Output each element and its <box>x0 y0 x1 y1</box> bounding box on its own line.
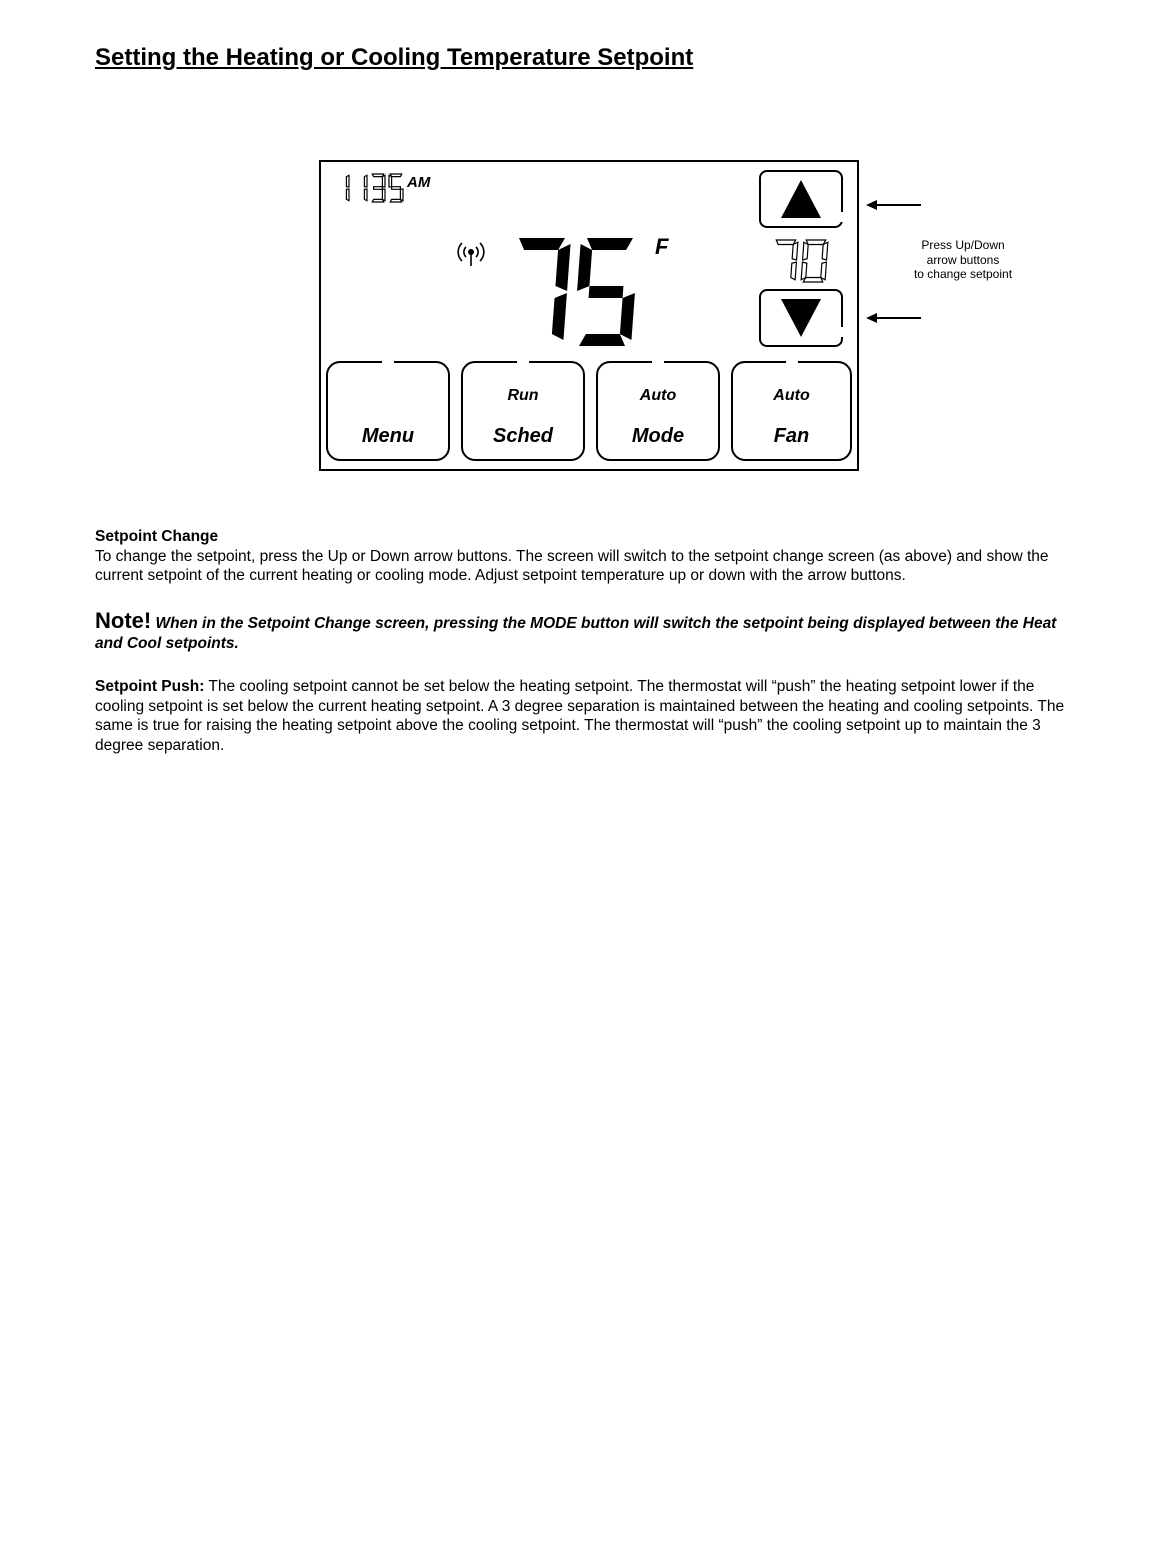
lcd-segment-a <box>776 240 796 245</box>
mode-button[interactable] <box>596 361 720 461</box>
menu-button[interactable] <box>326 361 450 461</box>
ampm-indicator: AM <box>407 174 431 191</box>
fan-button-status: Auto <box>773 387 810 404</box>
lcd-segment-f <box>577 244 592 291</box>
triangle-down-icon <box>779 296 823 340</box>
lcd-segment-f <box>803 242 809 260</box>
lcd-segment-c <box>791 262 797 280</box>
current-temperature-readout <box>519 238 635 346</box>
thermostat-display <box>319 160 859 471</box>
setpoint-push-body: The cooling setpoint cannot be set below the heating setpoint. The thermostat will “push” the heating setpoint lower if the cooling setpoint is set below the current heating setpoint. A 3 degree separation is maintained between the heating and cooling setpoints. The same is true for raising the heating setpoint above the cooling setpoint. The thermostat will “push” the cooling setpoint up to maintain the 3 degree separation. <box>95 678 1065 754</box>
temperature-unit: F <box>655 234 669 259</box>
callout-line-2: arrow buttons <box>926 252 1000 267</box>
setpoint-push-label: Setpoint Push: <box>95 678 205 695</box>
note-label: Note! <box>95 608 152 633</box>
setpoint-change-section <box>95 527 1075 586</box>
lcd-segment-d <box>579 334 625 346</box>
sched-button[interactable] <box>461 361 585 461</box>
lcd-segment-d <box>372 199 383 202</box>
time-readout <box>346 174 403 202</box>
fan-button[interactable] <box>731 361 852 461</box>
lcd-segment-b <box>792 242 798 260</box>
fan-button-label: Fan <box>773 425 810 447</box>
sched-button-label: Sched <box>492 425 554 447</box>
lcd-segment-c <box>552 293 567 340</box>
lcd-segment-d <box>390 199 401 202</box>
setpoint-down-button[interactable] <box>759 289 843 347</box>
lcd-segment-a <box>519 238 565 250</box>
lcd-segment-f <box>389 175 392 187</box>
lcd-segment-b <box>346 175 349 187</box>
callout-text <box>895 238 1031 282</box>
lcd-segment-c <box>364 189 367 201</box>
page-title: Setting the Heating or Cooling Temperature Setpoint <box>95 44 694 71</box>
menu-button-label: Menu <box>361 425 415 447</box>
lcd-segment-c <box>821 262 827 280</box>
lcd-segment-g <box>392 187 401 190</box>
setpoint-change-heading: Setpoint Change <box>95 528 219 545</box>
callout-line-1: Press Up/Down <box>921 238 1005 252</box>
setpoint-readout <box>776 240 828 282</box>
lcd-segment-b <box>555 244 570 291</box>
lcd-segment-a <box>806 240 826 245</box>
lcd-segment-c <box>346 189 349 201</box>
setpoint-push-section <box>95 677 1075 755</box>
sched-button-status: Run <box>507 387 539 404</box>
note-body: When in the Setpoint Change screen, pressing the MODE button will switch the setpoint being displayed between the Heat and Cool setpoints. <box>95 615 1057 652</box>
setpoint-up-button[interactable] <box>759 170 843 228</box>
callout-line-3: to change setpoint <box>913 267 1013 281</box>
lcd-segment-c <box>620 293 635 340</box>
wireless-signal-icon <box>458 243 484 266</box>
lcd-segment-a <box>587 238 633 250</box>
lcd-segment-b <box>364 175 367 187</box>
triangle-up-icon <box>779 177 823 221</box>
note-section <box>95 608 1075 653</box>
mode-button-status: Auto <box>639 387 677 404</box>
lcd-segment-d <box>803 278 823 283</box>
lcd-segment-e <box>801 262 807 280</box>
lcd-segment-b <box>382 175 385 187</box>
lcd-segment-g <box>374 187 383 190</box>
lcd-segment-g <box>589 286 624 298</box>
setpoint-change-body: To change the setpoint, press the Up or Down arrow buttons. The screen will switch to the setpoint change screen (as above) and show the current setpoint of the current heating or cooling mode. Adjust setpoint temperature up or down with the arrow buttons. <box>95 547 1049 584</box>
lcd-segment-b <box>822 242 828 260</box>
mode-button-label: Mode <box>631 425 685 447</box>
